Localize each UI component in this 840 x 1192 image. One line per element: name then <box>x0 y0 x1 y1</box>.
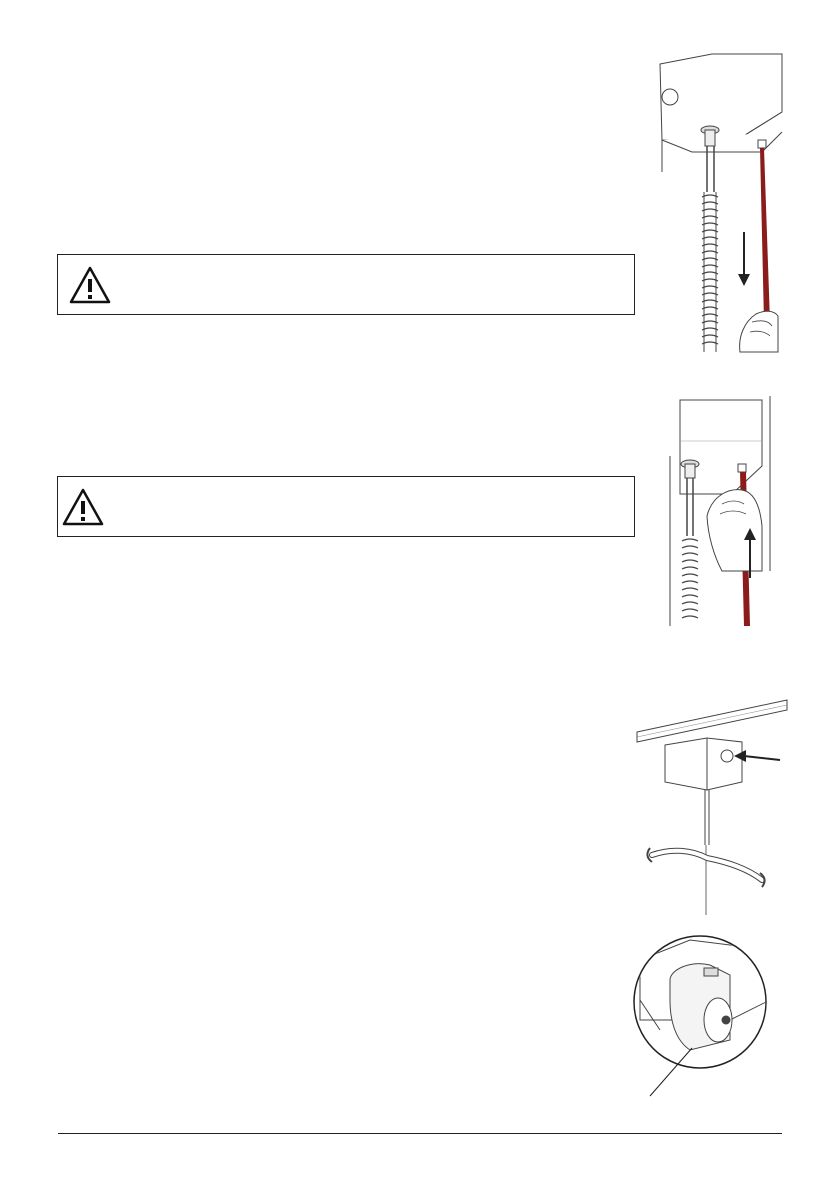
illustration-detail-circle <box>630 930 780 1100</box>
illustration-lift-unit <box>632 690 802 915</box>
footer-divider <box>58 1133 782 1134</box>
warning-triangle-icon <box>68 265 112 305</box>
warning-box-1 <box>57 254 635 315</box>
illustration-push-strap-up <box>662 396 802 626</box>
warning-triangle-icon <box>61 487 105 527</box>
warning-box-2 <box>57 476 635 537</box>
arrow-down-icon <box>738 232 750 286</box>
illustration-pull-strap-down <box>652 52 792 357</box>
